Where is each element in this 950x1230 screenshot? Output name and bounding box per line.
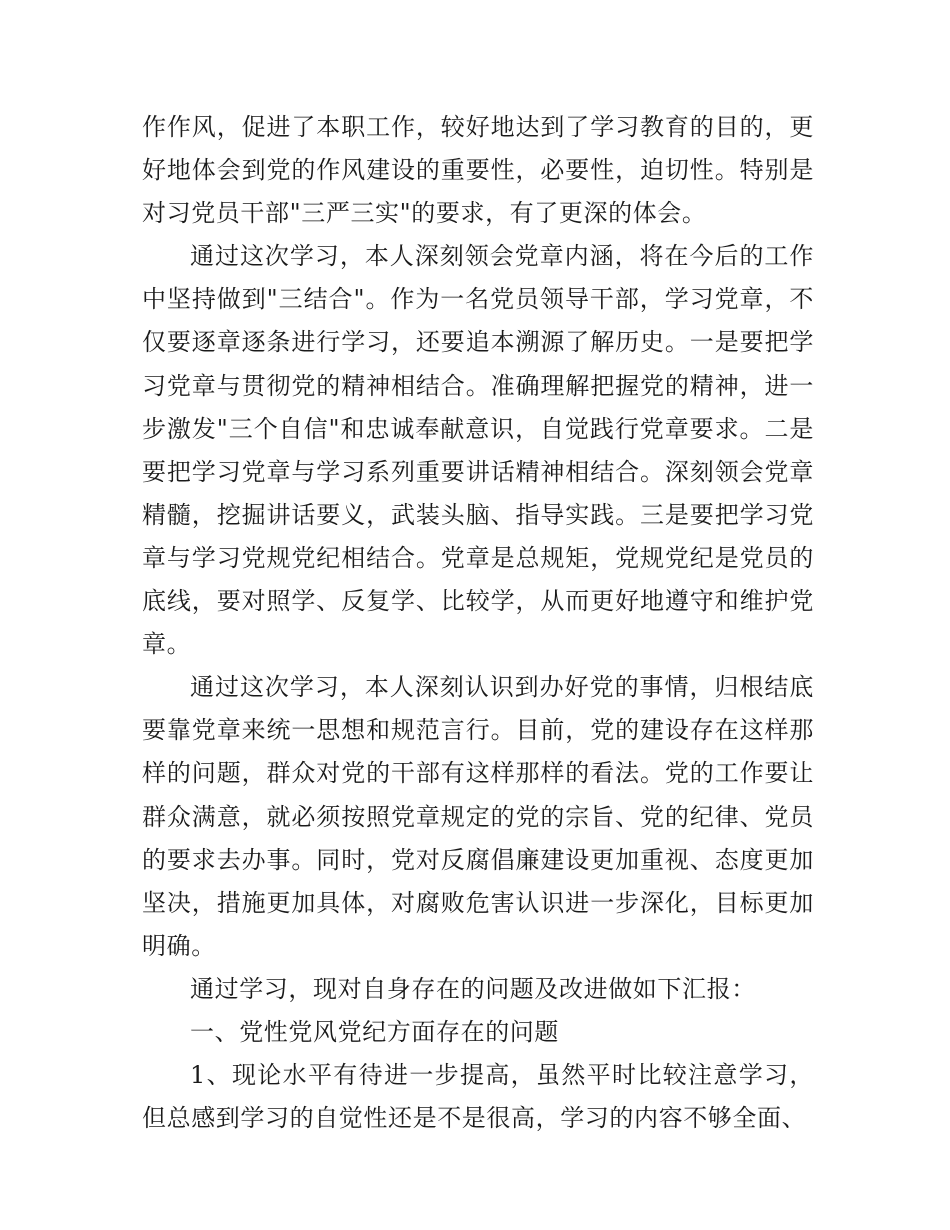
paragraph-2: 通过这次学习，本人深刻领会党章内涵，将在今后的工作中坚持做到"三结合"。作为一名党员领导干部，学习党章，不仅要逐章逐条进行学习，还要追本溯源了解历史。一是要把学习党章与贯彻党的精神相结合。准确理解把握党的精神，进一步激发"三个自信"和忠诚奉献意识，自觉践行党章要求。二是要把学习党章与学习系列重要讲话精神相结合。深刻领会党章精髓，挖掘讲话要义，武装头脑、指导实践。三是要把学习党章与学习党规党纪相结合。党章是总规矩，党规党纪是党员的底线，要对照学、反复学、比较学，从而更好地遵守和维护党章。 bbox=[142, 242, 814, 659]
section-heading: 一、党性党风党纪方面存在的问题 bbox=[190, 1017, 559, 1046]
paragraph-1: 作作风，促进了本职工作，较好地达到了学习教育的目的，更好地体会到党的作风建设的重要性，必要性，迫切性。特别是对习党员干部"三严三实"的要求，有了更深的体会。 bbox=[142, 113, 814, 228]
document-body bbox=[142, 106, 814, 1140]
paragraph-5: 1、现论水平有待进一步提高，虽然平时比较注意学习，但总感到学习的自觉性还是不是很高，学习的内容不够全面、 bbox=[142, 1061, 814, 1133]
paragraph-4: 通过学习，现对自身存在的问题及改进做如下汇报： bbox=[190, 974, 756, 1003]
paragraph-3: 通过这次学习，本人深刻认识到办好党的事情，归根结底要靠党章来统一思想和规范言行。目前，党的建设存在这样那样的问题，群众对党的干部有这样那样的看法。党的工作要让群众满意，就必须按照党章规定的党的宗旨、党的纪律、党员的要求去办事。同时，党对反腐倡廉建设更加重视、态度更加坚决，措施更加具体，对腐败危害认识进一步深化，目标更加明确。 bbox=[142, 673, 814, 960]
